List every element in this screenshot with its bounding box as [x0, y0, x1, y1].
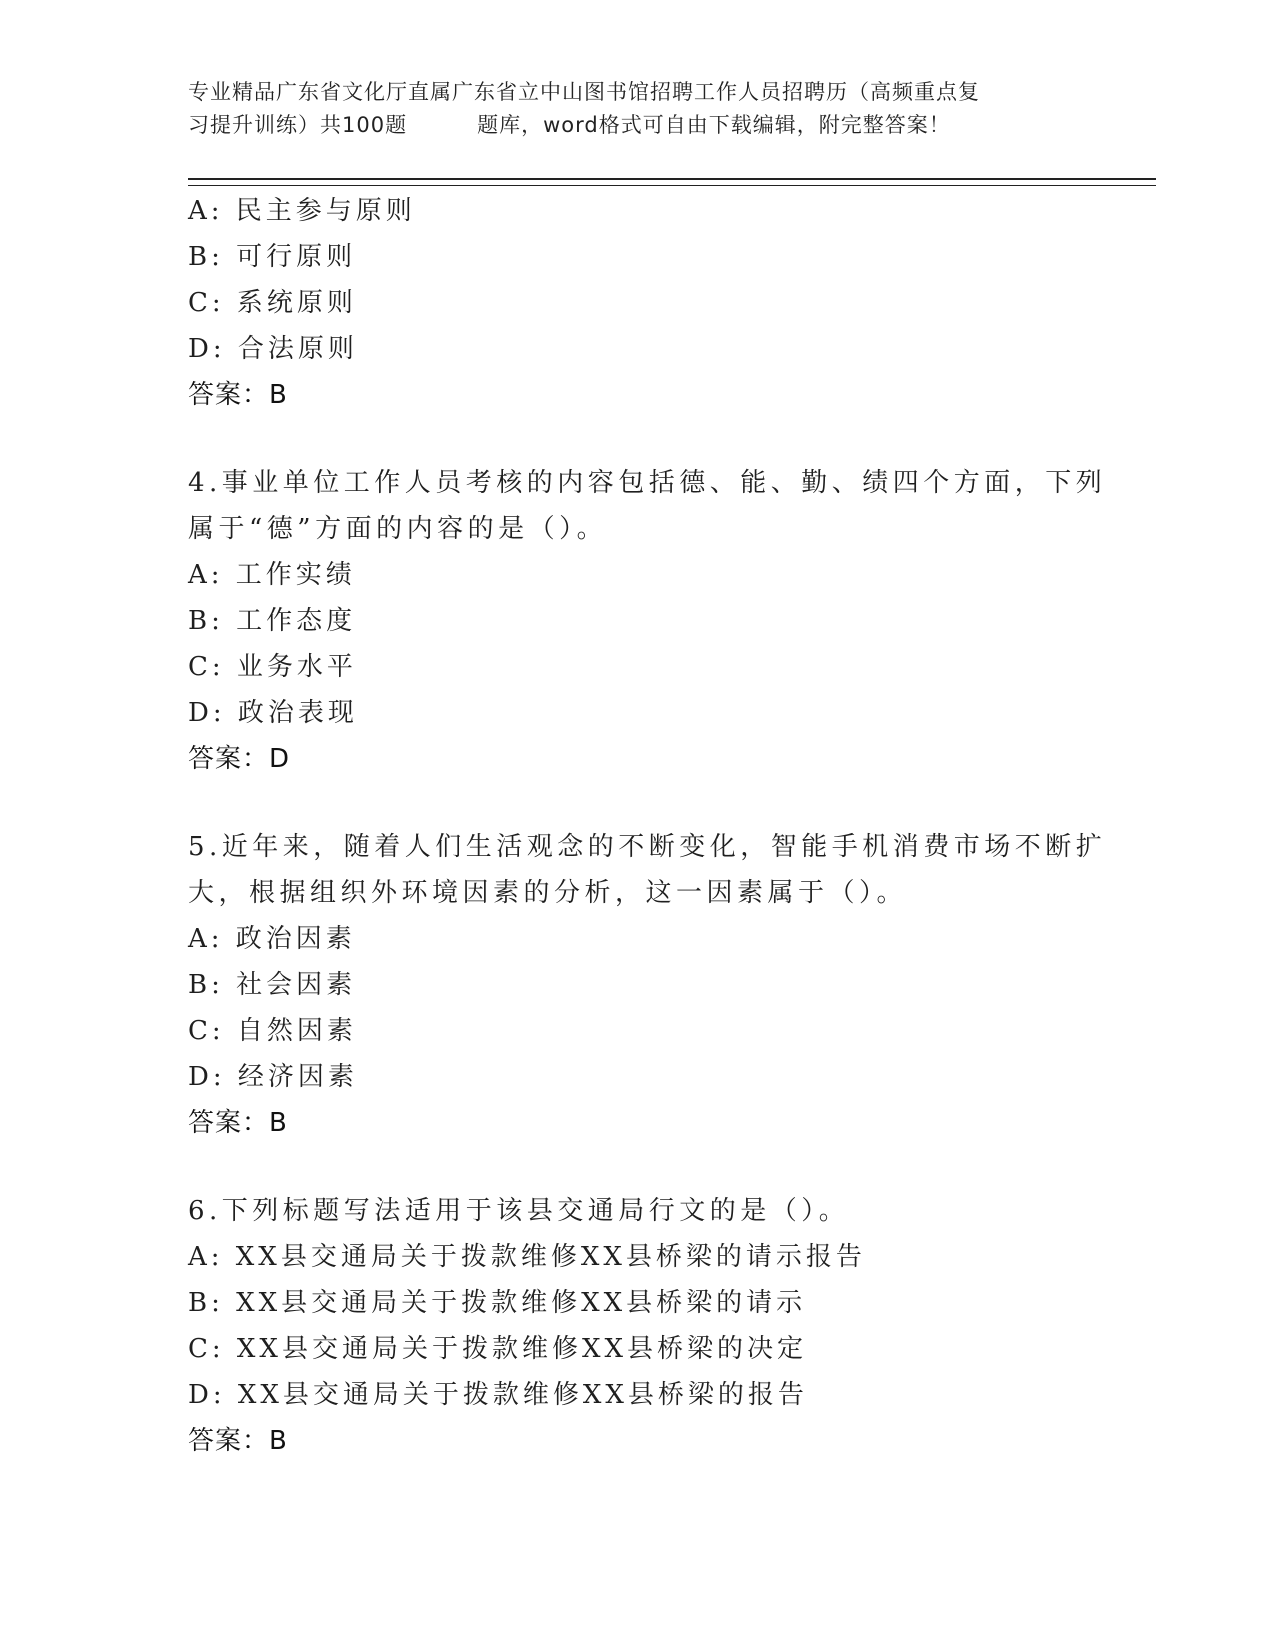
option-c: C: 系统原则 [188, 288, 357, 318]
option-d: D: 经济因素 [188, 1062, 358, 1092]
question-block [188, 188, 1088, 418]
header-line-1: 专业精品广东省文化厅直属广东省立中山图书馆招聘工作人员招聘历（高频重点复 [188, 80, 980, 104]
question-stem: 大，根据组织外环境因素的分析，这一因素属于（）。 [188, 878, 908, 908]
question-stem: 5.近年来，随着人们生活观念的不断变化，智能手机消费市场不断扩 [188, 832, 1107, 862]
option-a: A: 政治因素 [188, 924, 356, 954]
header-divider [188, 178, 1156, 186]
question-stem: 6.下列标题写法适用于该县交通局行文的是（）。 [188, 1196, 850, 1226]
option-a: A: XX县交通局关于拨款维修XX县桥梁的请示报告 [188, 1242, 866, 1272]
option-b: B: 可行原则 [188, 242, 357, 272]
question-list [188, 188, 1107, 1464]
option-d: D: 政治表现 [188, 698, 358, 728]
option-d: D: XX县交通局关于拨款维修XX县桥梁的报告 [188, 1380, 808, 1410]
question-stem: 4.事业单位工作人员考核的内容包括德、能、勤、绩四个方面，下列 [188, 468, 1107, 498]
option-b: B: 工作态度 [188, 606, 357, 636]
answer-line: 答案：D [188, 744, 291, 774]
page-header [188, 76, 1088, 142]
header-line-2-right: 题库，word格式可自由下载编辑，附完整答案！ [477, 113, 951, 137]
question-block [188, 1188, 1088, 1464]
option-b: B: XX县交通局关于拨款维修XX县桥梁的请示 [188, 1288, 807, 1318]
answer-line: 答案：B [188, 380, 288, 410]
answer-line: 答案：B [188, 1426, 288, 1456]
option-b: B: 社会因素 [188, 970, 357, 1000]
header-line-2 [188, 109, 1088, 142]
option-a: A: 民主参与原则 [188, 196, 416, 226]
header-line-2-left: 习提升训练）共100题 [188, 113, 408, 137]
question-block [188, 460, 1107, 782]
option-c: C: 自然因素 [188, 1016, 357, 1046]
answer-line: 答案：B [188, 1108, 288, 1138]
option-c: C: XX县交通局关于拨款维修XX县桥梁的决定 [188, 1334, 807, 1364]
option-c: C: 业务水平 [188, 652, 357, 682]
question-block [188, 824, 1107, 1146]
option-d: D: 合法原则 [188, 334, 358, 364]
option-a: A: 工作实绩 [188, 560, 356, 590]
question-stem: 属于“德”方面的内容的是（）。 [188, 514, 608, 544]
